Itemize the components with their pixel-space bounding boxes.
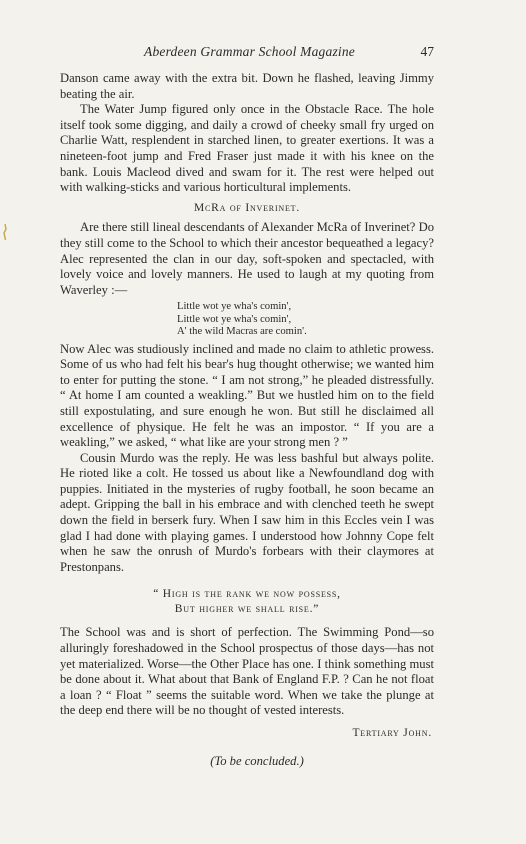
verse-line: A' the wild Macras are comin'. — [177, 326, 307, 338]
margin-ink-mark — [3, 224, 7, 240]
signature-text: Tertiary John. — [352, 727, 432, 739]
verse-line: Little wot ye wha's comin', — [177, 313, 292, 325]
paragraph: The Water Jump figured only once in the Obstacle Race. The hole itself took some digging, and daily a crowd of cheeky small fry urged on Charlie Watt, resplendent in starched linen, to greater exertions. It was a nineteen-foot jump and Fred Fraser just made it with his knee on the bank. Louis Macleod dived and swam for it. The rest were helped out with walking-sticks and various horticultural implements. — [60, 102, 434, 195]
section-heading — [60, 201, 434, 217]
paragraph: The School was and is short of perfection. The Swimming Pond—so alluringly foreshadowed in the School prospectus of those days—has not yet materialized. Worse—the Other Place has one. I think something must be done about it. What about that Bank of England F.P. ? Can he not float a loan ? “ Float ” seems the suitable word. When we take the plunge at the deep end there will be no thought of vested interests. — [60, 625, 434, 718]
section-heading-text: McRa of Inverinet. — [193, 201, 301, 214]
motto-line: “ High is the rank we now possess, — [153, 588, 341, 601]
page-number: 47 — [420, 44, 434, 59]
magazine-title: Aberdeen Grammar School Magazine — [144, 44, 355, 59]
verse-quote — [177, 301, 434, 338]
paragraph: Danson came away with the extra bit. Down he flashed, leaving Jimmy beating the air. — [60, 71, 434, 101]
continuation-note: (To be concluded.) — [210, 753, 304, 768]
verse-line: Little wot ye wha's comin', — [177, 301, 292, 313]
quoted-motto — [60, 587, 434, 617]
paragraph: Cousin Murdo was the reply. He was less bashful but always polite. He rioted like a colt. He tossed us about like a Newfoundland dog with puppies. Initiated in the mysteries of rugby football, he soon became an adept. Gripping the ball in his embrace and with clenched teeth he swept down the field in berserk fury. When I saw him in this Eccles vein I was glad I had done with playing games. I understood how Johnny Cope felt when he saw the onrush of Murdo's forbears with their claymores at Prestonpans. — [60, 450, 434, 574]
running-header — [60, 44, 434, 64]
author-signature — [60, 726, 434, 742]
paragraph: Now Alec was studiously inclined and made no claim to athletic prowess. Some of us who had felt his bear's hug thought otherwise; we wanted him to enter for putting the stone. “ I am not strong,” he pleaded distressfully. “ At home I am counted a weakling.” But we hustled him on to the field still expostulating, and sure enough he won. But still he disclaimed all excellence of physique. He felt he was an impostor. “ If you are a weakling,” we asked, “ what like are your strong men ? ” — [60, 341, 434, 450]
paragraph: Are there still lineal descendants of Alexander McRa of Inverinet? Do they still come to the School to which their ancestor bequeathed a legacy? Alec represented the clan in our day, soft-spoken and spectacled, with lovely voice and lovely manners. He used to laugh at my quoting from Waverley :— — [60, 220, 434, 297]
article-body — [60, 71, 434, 769]
motto-line: But higher we shall rise.” — [174, 603, 320, 616]
